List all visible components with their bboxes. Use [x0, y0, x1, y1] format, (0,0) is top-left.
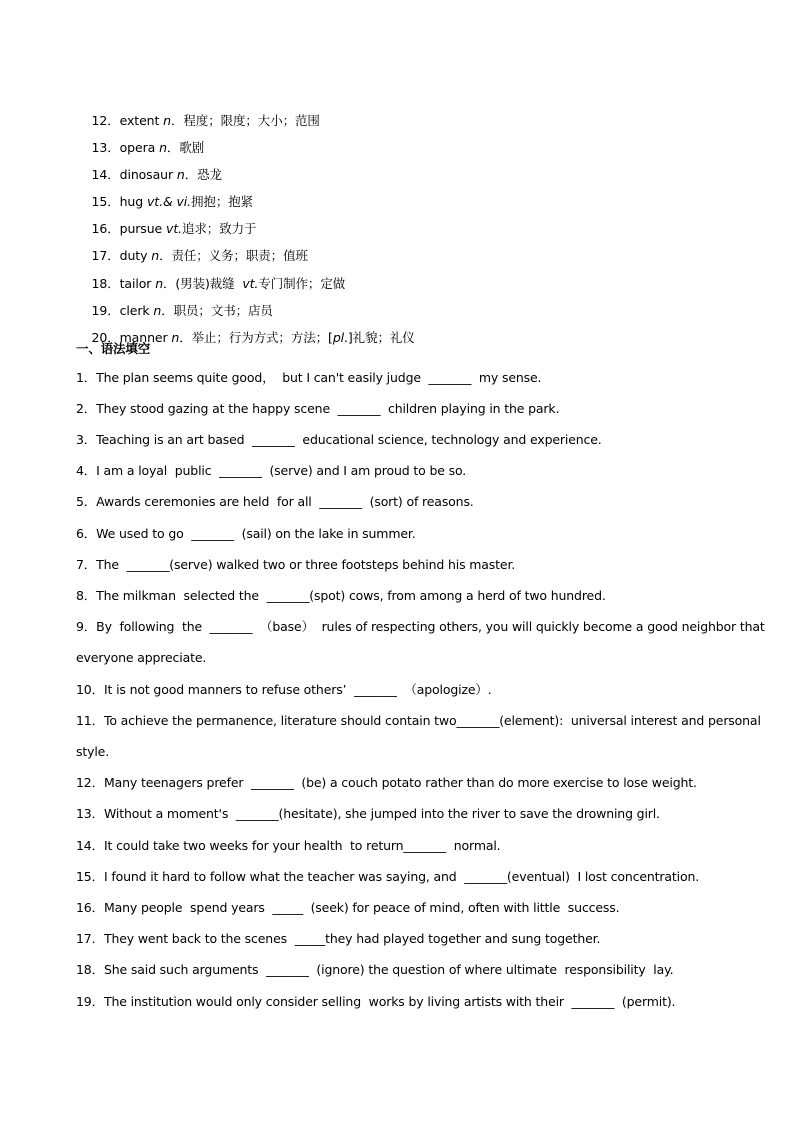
vocab-definition: ．(男装)裁缝 [163, 276, 243, 291]
vocab-word: tailor [119, 276, 156, 291]
part-of-speech: n [163, 113, 171, 128]
question-line: 10．It is not good manners to refuse others’ _______ （apologize）. [76, 682, 492, 697]
question-line: 11．To achieve the permanence, literature should contain two_______(element): universal interest and personal [76, 713, 761, 728]
question-line: 14．It could take two weeks for your health to return_______ normal. [76, 838, 501, 853]
question-line: 7．The _______(serve) walked two or three footsteps behind his master. [76, 557, 516, 572]
item-number: 19． [91, 303, 120, 318]
section-heading: 一、语法填空 [76, 341, 151, 356]
item-number: 20． [91, 330, 120, 345]
part-of-speech: n [151, 248, 160, 263]
part-of-speech: vt. [242, 276, 259, 291]
item-number: 18． [91, 276, 120, 291]
question-line: 9．By following the _______ （base） rules of respecting others, you will quickly become a good neighbor that [76, 619, 765, 634]
item-number: 15． [91, 194, 120, 209]
part-of-speech: n [155, 276, 164, 291]
vocab-definition: ．歌剧 [166, 140, 205, 155]
part-of-speech: n [153, 303, 162, 318]
vocab-word: opera [119, 140, 160, 155]
question-line: 6．We used to go _______ (sail) on the lake in summer. [76, 526, 416, 541]
vocab-definition: ．职员；文书；店员 [161, 303, 273, 318]
vocab-definition: ．举止；行为方式；方法；[ [179, 330, 333, 345]
vocab-word: dinosaur [119, 167, 177, 182]
question-line: 12．Many teenagers prefer _______ (be) a couch potato rather than do more exercise to lose weight. [76, 775, 697, 790]
question-line: 1．The plan seems quite good， but I can't easily judge _______ my sense. [76, 370, 542, 385]
vocab-word: duty [119, 248, 152, 263]
question-line: 19．The institution would only consider selling works by living artists with their _______ (permit). [76, 994, 676, 1009]
question-line: 15．I found it hard to follow what the teacher was saying, and _______(eventual) I lost concentration. [76, 869, 700, 884]
question-line: 17．They went back to the scenes _____they had played together and sung together. [76, 931, 601, 946]
vocab-word: manner [119, 330, 172, 345]
vocab-definition: ．程度；限度；大小；范围 [171, 113, 320, 128]
item-number: 13． [91, 140, 120, 155]
question-line: 13．Without a moment's _______(hesitate), she jumped into the river to save the drowning girl. [76, 806, 660, 821]
question-line: style. [76, 744, 110, 759]
question-line: everyone appreciate. [76, 650, 207, 665]
question-line: 5．Awards ceremonies are held for all _______ (sort) of reasons. [76, 494, 474, 509]
part-of-speech: n [171, 330, 180, 345]
part-of-speech: n [159, 140, 167, 155]
part-of-speech: vt.& vi. [146, 194, 192, 209]
question-line: 18．She said such arguments _______ (ignore) the question of where ultimate responsibility lay. [76, 962, 674, 977]
vocab-word: hug [119, 194, 147, 209]
part-of-speech: vt. [166, 221, 182, 236]
question-line: 4．I am a loyal public _______ (serve) and I am proud to be so. [76, 463, 467, 478]
question-line: 2．They stood gazing at the happy scene _______ children playing in the park. [76, 401, 560, 416]
item-number: 16． [91, 221, 120, 236]
vocab-definition: 追求；致力于 [182, 221, 257, 236]
vocab-definition: ．责任；义务；职责；值班 [159, 248, 308, 263]
vocab-definition: 专门制作；定做 [258, 276, 346, 291]
item-number: 12． [91, 113, 120, 128]
vocab-definition: 拥抱；抱紧 [191, 194, 254, 209]
vocab-definition: ．恐龙 [184, 167, 222, 182]
vocab-word: pursue [119, 221, 167, 236]
vocab-definition: .]礼貌；礼仪 [344, 330, 415, 345]
vocab-word: clerk [119, 303, 154, 318]
item-number: 14． [91, 167, 120, 182]
question-line: 8．The milkman selected the _______(spot) cows, from among a herd of two hundred. [76, 588, 606, 603]
part-of-speech: pl [332, 330, 345, 345]
vocab-word: extent [119, 113, 164, 128]
question-line: 3．Teaching is an art based _______ educational science, technology and experience. [76, 432, 602, 447]
part-of-speech: n [176, 167, 185, 182]
question-line: 16．Many people spend years _____ (seek) for peace of mind, often with little success. [76, 900, 620, 915]
item-number: 17． [91, 248, 120, 263]
